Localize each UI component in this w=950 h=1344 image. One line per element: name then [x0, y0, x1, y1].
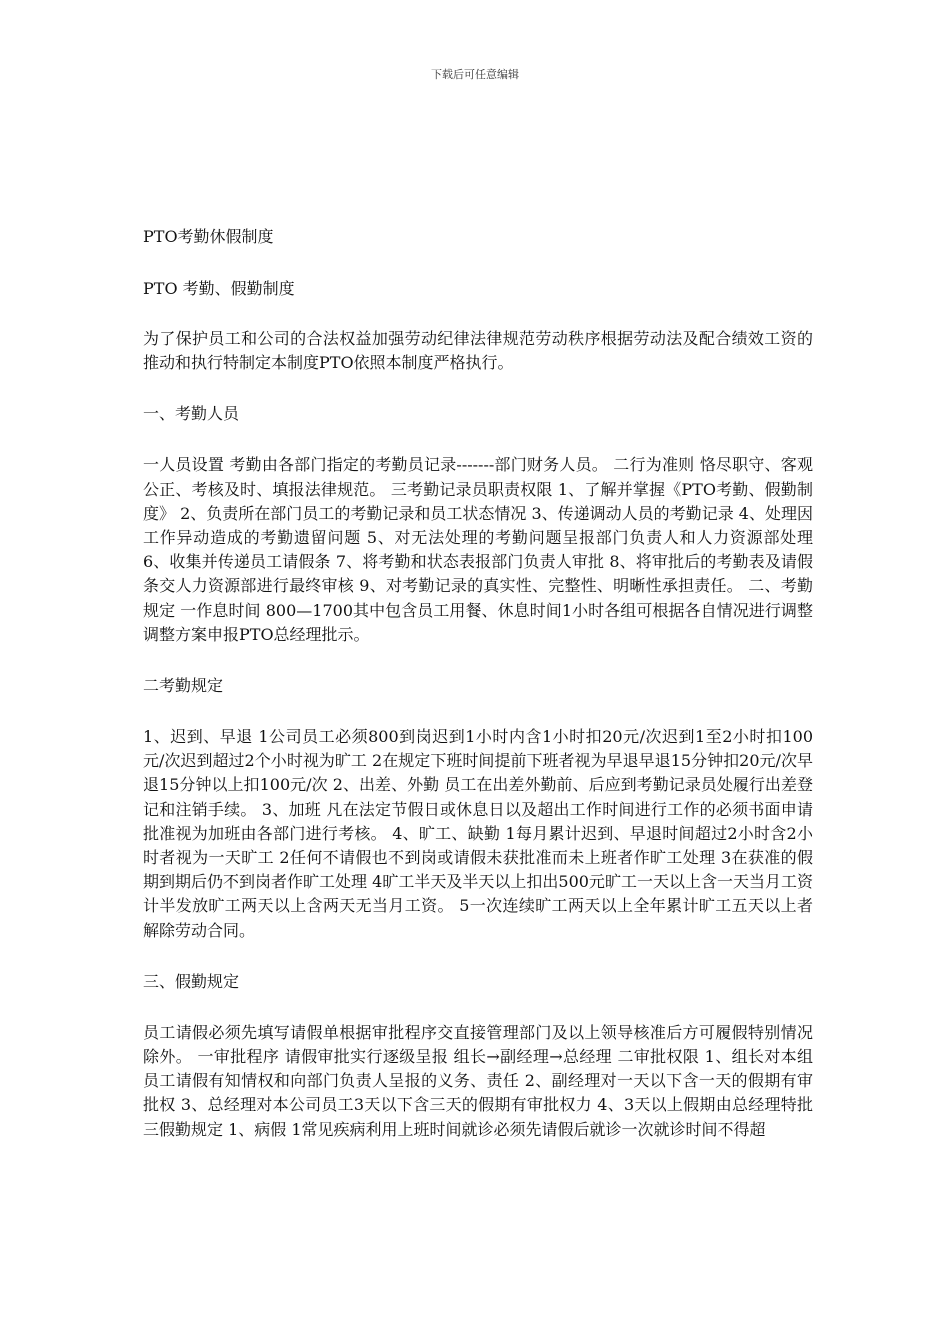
- document-title: PTO考勤休假制度: [143, 227, 274, 246]
- page-header-note: 下载后可任意编辑: [431, 68, 519, 81]
- section-body-leave-rules: 员工请假必须先填写请假单根据审批程序交直接管理部门及以上领导核准后方可履假特别情况除外。 一审批程序 请假审批实行逐级呈报 组长→副经理→总经理 二审批权限 1、组长对本组员工请假有知情权和向部门负责人呈报的义务、责任 2、副经理对一天以下含一天的假期有审批权 3、总经理对本公司员工3天以下含三天的假期有审批权力 4、3天以上假期由总经理特批 三假勤规定 1、病假 1常见疾病利用上班时间就诊必须先请假后就诊一次就诊时间不得超: [143, 1022, 813, 1139]
- section-body-attendance-staff: 一人员设置 考勤由各部门指定的考勤员记录-------部门财务人员。 二行为准则 恪尽职守、客观公正、考核及时、填报法律规范。 三考勤记录员职责权限 1、了解并掌握《PTO考勤、假勤制度》 2、负责所在部门员工的考勤记录和员工状态情况 3、传递调动人员的考勤记录 4、处理因工作异动造成的考勤遗留问题 5、对无法处理的考勤问题呈报部门负责人和人力资源部处理 6、收集并传递员工请假条 7、将考勤和状态表报部门负责人审批 8、将审批后的考勤表及请假条交人力资源部进行最终审核 9、对考勤记录的真实性、完整性、明晰性承担责任。 二、考勤规定 一作息时间 800—1700其中包含员工用餐、休息时间1小时各组可根据各自情况进行调整调整方案申报PTO总经理批示。: [143, 455, 813, 644]
- document-subtitle: PTO 考勤、假勤制度: [143, 279, 295, 298]
- document-body: [143, 225, 813, 1169]
- section-heading-leave-rules: 三、假勤规定: [143, 971, 240, 991]
- section-heading-attendance-rules: 二考勤规定: [143, 676, 224, 696]
- intro-paragraph: 为了保护员工和公司的合法权益加强劳动纪律法律规范劳动秩序根据劳动法及配合绩效工资的推动和执行特制定本制度PTO依照本制度严格执行。: [143, 329, 813, 373]
- section-body-attendance-rules: 1、迟到、早退 1公司员工必须800到岗迟到1小时内含1小时扣20元/次迟到1至2小时扣100元/次迟到超过2个小时视为旷工 2在规定下班时间提前下班者视为早退早退15分钟扣20元/次早退15分钟以上扣100元/次 2、出差、外勤 员工在出差外勤前、后应到考勤记录员处履行出差登记和注销手续。 3、加班 凡在法定节假日或休息日以及超出工作时间进行工作的必须书面申请批准视为加班由各部门进行考核。 4、旷工、缺勤 1每月累计迟到、早退时间超过2小时含2小时者视为一天旷工 2任何不请假也不到岗或请假未获批准而未上班者作旷工处理 3在获准的假期到期后仍不到岗者作旷工处理 4旷工半天及半天以上扣出500元旷工一天以上含一天当月工资计半发放旷工两天以上含两天无当月工资。 5一次连续旷工两天以上全年累计旷工五天以上者解除劳动合同。: [143, 727, 813, 940]
- section-heading-attendance-staff: 一、考勤人员: [143, 404, 240, 424]
